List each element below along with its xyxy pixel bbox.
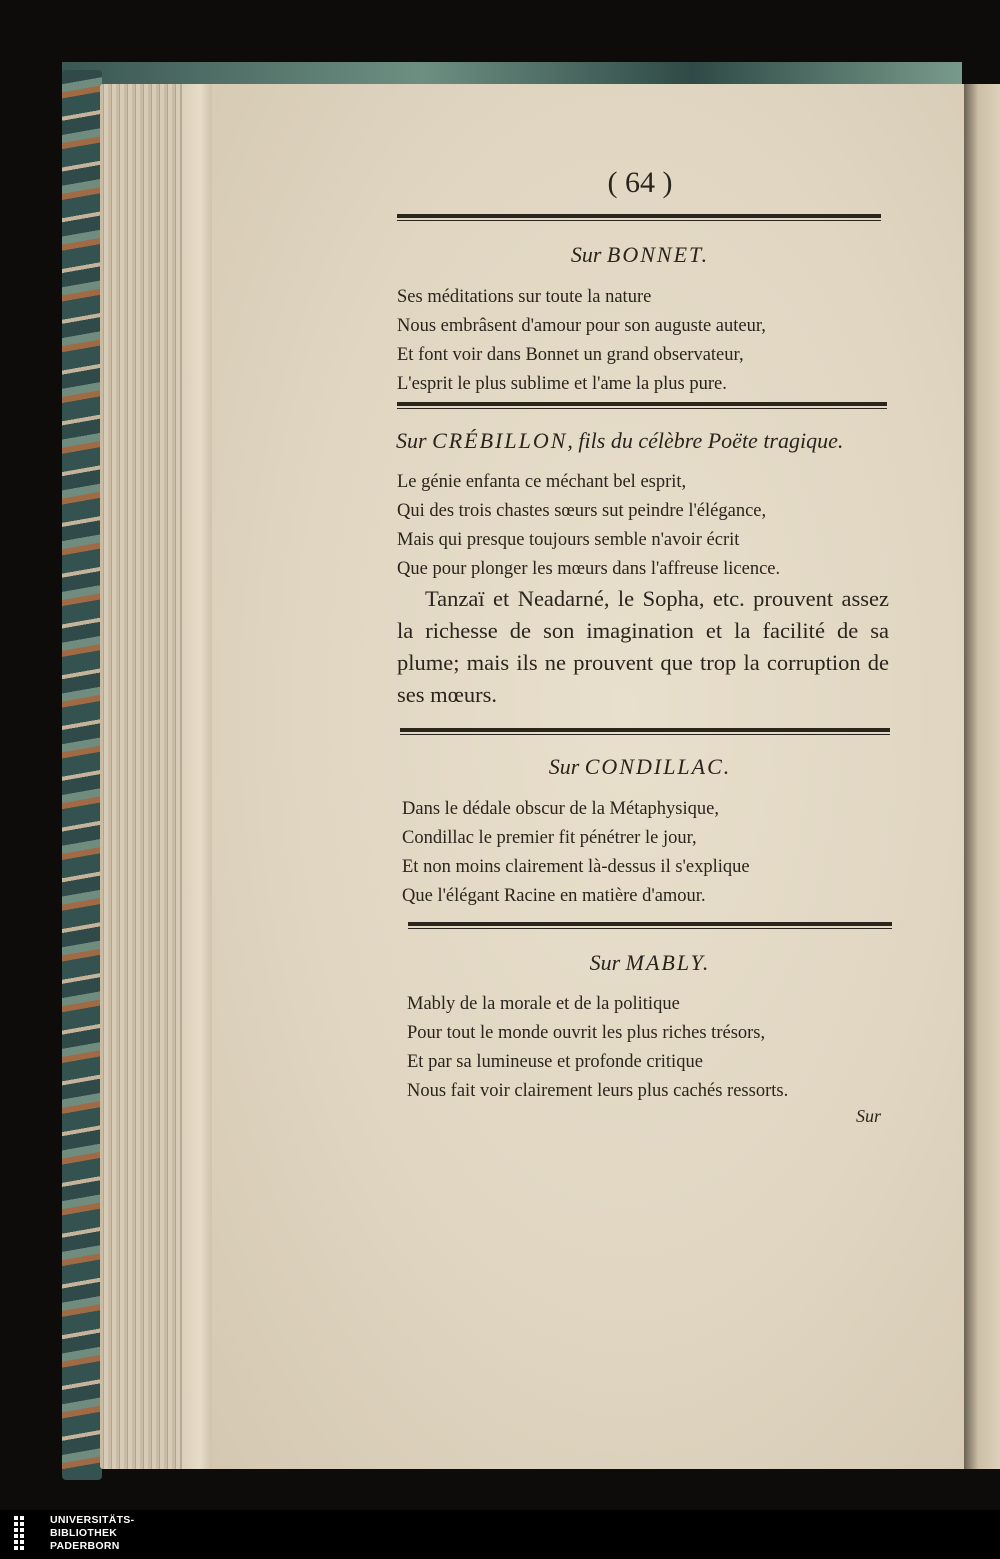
verse-line: Que pour plonger les mœurs dans l'affreuse licence.: [397, 559, 781, 579]
verse-line: L'esprit le plus sublime et l'ame la plus pure.: [397, 374, 727, 394]
page-number: ( 64 ): [607, 166, 673, 199]
facing-page-edge: [964, 84, 1000, 1469]
verse-line: Nous fait voir clairement leurs plus cachés ressorts.: [407, 1081, 789, 1101]
verse-block: [402, 795, 750, 911]
verse-line: Mais qui presque toujours semble n'avoir écrit: [397, 530, 740, 550]
section-heading: Sur BONNET.: [570, 242, 710, 267]
section-rule: [397, 214, 881, 218]
verse-block: [397, 468, 780, 584]
catchword: Sur: [856, 1106, 882, 1126]
commentary-paragraph: Tanzaï et Neadarné, le Sopha, etc. prouvent assez la richesse de son imagination et la facilité de sa plume; mais ils ne prouvent que trop la corruption de ses mœurs.: [397, 586, 889, 707]
verse-line: Dans le dédale obscur de la Métaphysique,: [402, 799, 719, 819]
section-rule: [408, 922, 892, 926]
verse-line: Et font voir dans Bonnet un grand observateur,: [397, 345, 744, 365]
verse-block: [397, 283, 766, 399]
deckled-page-edge: [180, 84, 212, 1469]
section-heading: Sur MABLY.: [589, 950, 711, 975]
verse-block: [407, 990, 788, 1106]
verse-line: Nous embrâsent d'amour pour son auguste auteur,: [397, 316, 766, 336]
section-heading: Sur CRÉBILLON, fils du célèbre Poëte tragique.: [396, 428, 844, 453]
verse-line: Ses méditations sur toute la nature: [397, 287, 652, 307]
verse-line: Qui des trois chastes sœurs sut peindre l'élégance,: [397, 501, 767, 521]
verse-line: Pour tout le monde ouvrit les plus riches trésors,: [407, 1023, 766, 1043]
verse-line: Le génie enfanta ce méchant bel esprit,: [397, 472, 687, 492]
library-logo-icon: [10, 1514, 42, 1554]
verse-line: Et par sa lumineuse et profonde critique: [407, 1052, 703, 1072]
section-rule: [397, 402, 887, 406]
section-heading: Sur CONDILLAC.: [548, 754, 732, 779]
footer-bar: [0, 1510, 1000, 1559]
verse-line: Que l'élégant Racine en matière d'amour.: [402, 886, 706, 906]
verse-line: Et non moins clairement là-dessus il s'explique: [402, 857, 750, 877]
verse-line: Condillac le premier fit pénétrer le jour,: [402, 828, 697, 848]
verse-line: Mably de la morale et de la politique: [407, 994, 680, 1014]
marbled-cover-edge: [62, 70, 102, 1480]
section-rule: [400, 728, 890, 732]
library-logo-text: UNIVERSITÄTS- BIBLIOTHEK PADERBORN: [50, 1514, 135, 1552]
